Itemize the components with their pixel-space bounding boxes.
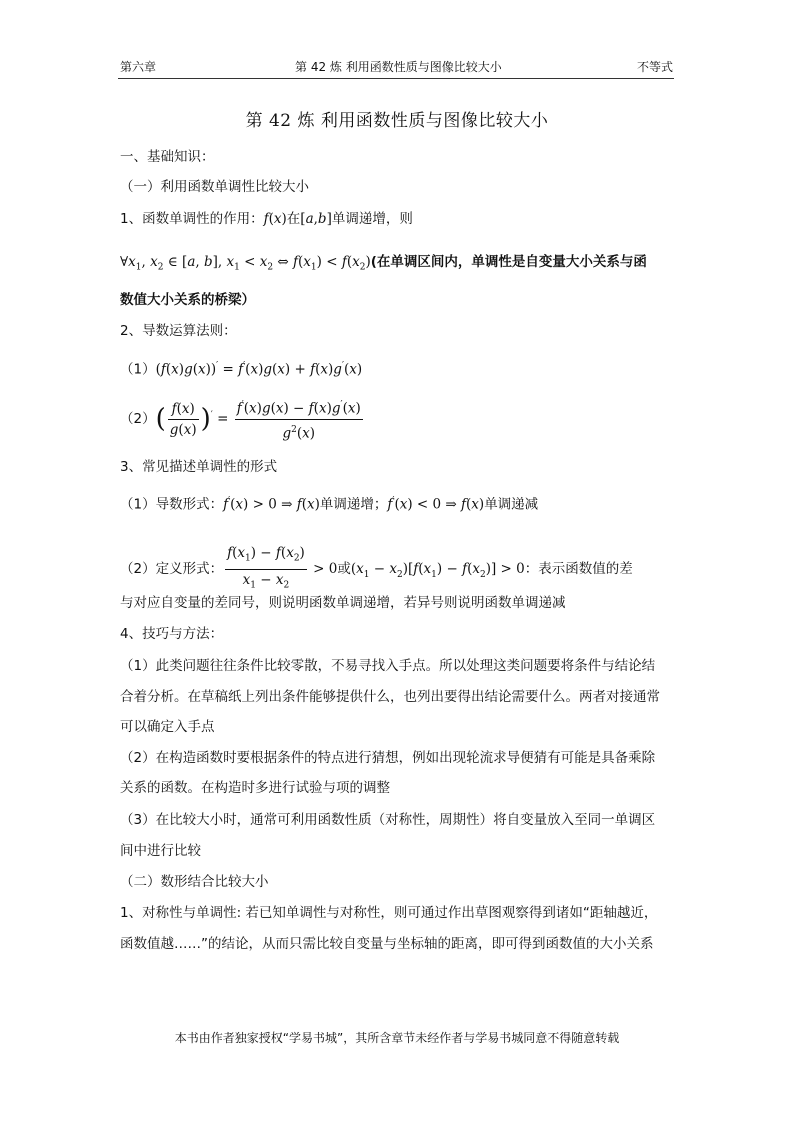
page-title: 第 42 炼 利用函数性质与图像比较大小 [245,111,549,131]
footer-notice: 本书由作者独家授权“学易书城”，其所含章节未经作者与学易书城同意不得随意转载 [174,1031,620,1045]
paragraph: 函数值越……”的结论，从而只需比较自变量与坐标轴的距离，即可得到函数值的大小关系 [120,936,654,952]
paragraph: 4、技巧与方法： [120,626,224,642]
section-heading: 一、基础知识： [120,149,215,165]
paragraph: 关系的函数。在构造时多进行试验与项的调整 [120,780,390,796]
subsection-heading: （一）利用函数单调性比较大小 [120,179,309,195]
paragraph: 3、常见描述单调性的形式 [120,459,278,475]
paragraph: （3）在比较大小时，通常可利用函数性质（对称性，周期性）将自变量放入至同一单调区 [120,812,656,828]
header-topic: 不等式 [637,60,674,74]
paragraph: 数值大小关系的桥梁） [120,292,255,308]
header-section: 第 42 炼 利用函数性质与图像比较大小 [295,60,502,74]
paragraph: 1、函数单调性的作用：f(x)在[a,b]单调递增，则 [120,211,413,227]
subsection-heading: （二）数形结合比较大小 [120,874,269,890]
formula-line: （1）(f(x)g(x))′ = f′(x)g(x) + f(x)g′(x) [120,361,363,378]
paragraph: （2）在构造函数时要根据条件的特点进行猜想，例如出现轮流求导便猜有可能是具备乘除 [120,750,656,766]
formula-line: （2）定义形式： $\frac{f(x_1) - f(x_2)}{x_1 - x_2}$ > 0或$(x_1 - x_2)[f(x_1) - f(x_2)] > 0$：表示函数值的差 [120,545,633,591]
paragraph: 合着分析。在草稿纸上列出条件能够提供什么，也列出要得出结论需要什么。两者对接通常 [120,689,660,705]
formula-line: （2）( $\frac{f(x)}{g(x)}$ )′ = $\frac{f'(x)g(x) - f(x)g'(x)}{g^2(x)}$ [120,396,365,442]
paragraph: 可以确定入手点 [120,719,215,735]
paragraph: 1、对称性与单调性: 若已知单调性与对称性，则可通过作出草图观察得到诸如“距轴越近， [120,905,658,921]
paragraph: 间中进行比较 [120,843,201,859]
paragraph: 2、导数运算法则： [120,323,237,339]
header-chapter: 第六章 [120,60,157,74]
paragraph: （1）此类问题往往条件比较零散，不易寻找入手点。所以处理这类问题要将条件与结论结 [120,658,656,674]
formula-line: （1）导数形式：f′(x) > 0 ⇒ f(x)单调递增；f′(x) < 0 ⇒ f(x)单调递减 [120,496,539,513]
header-rule [118,78,674,79]
formula-line: $\forall x_1$, $x_2$ ∈ [a, b], $x_1 < x_2$ ⇔ $f(x_1) < f(x_2)$(在单调区间内，单调性是自变量大小关系与函 [120,254,647,273]
paragraph: 与对应自变量的差同号，则说明函数单调递增，若异号则说明函数单调递减 [120,595,566,611]
